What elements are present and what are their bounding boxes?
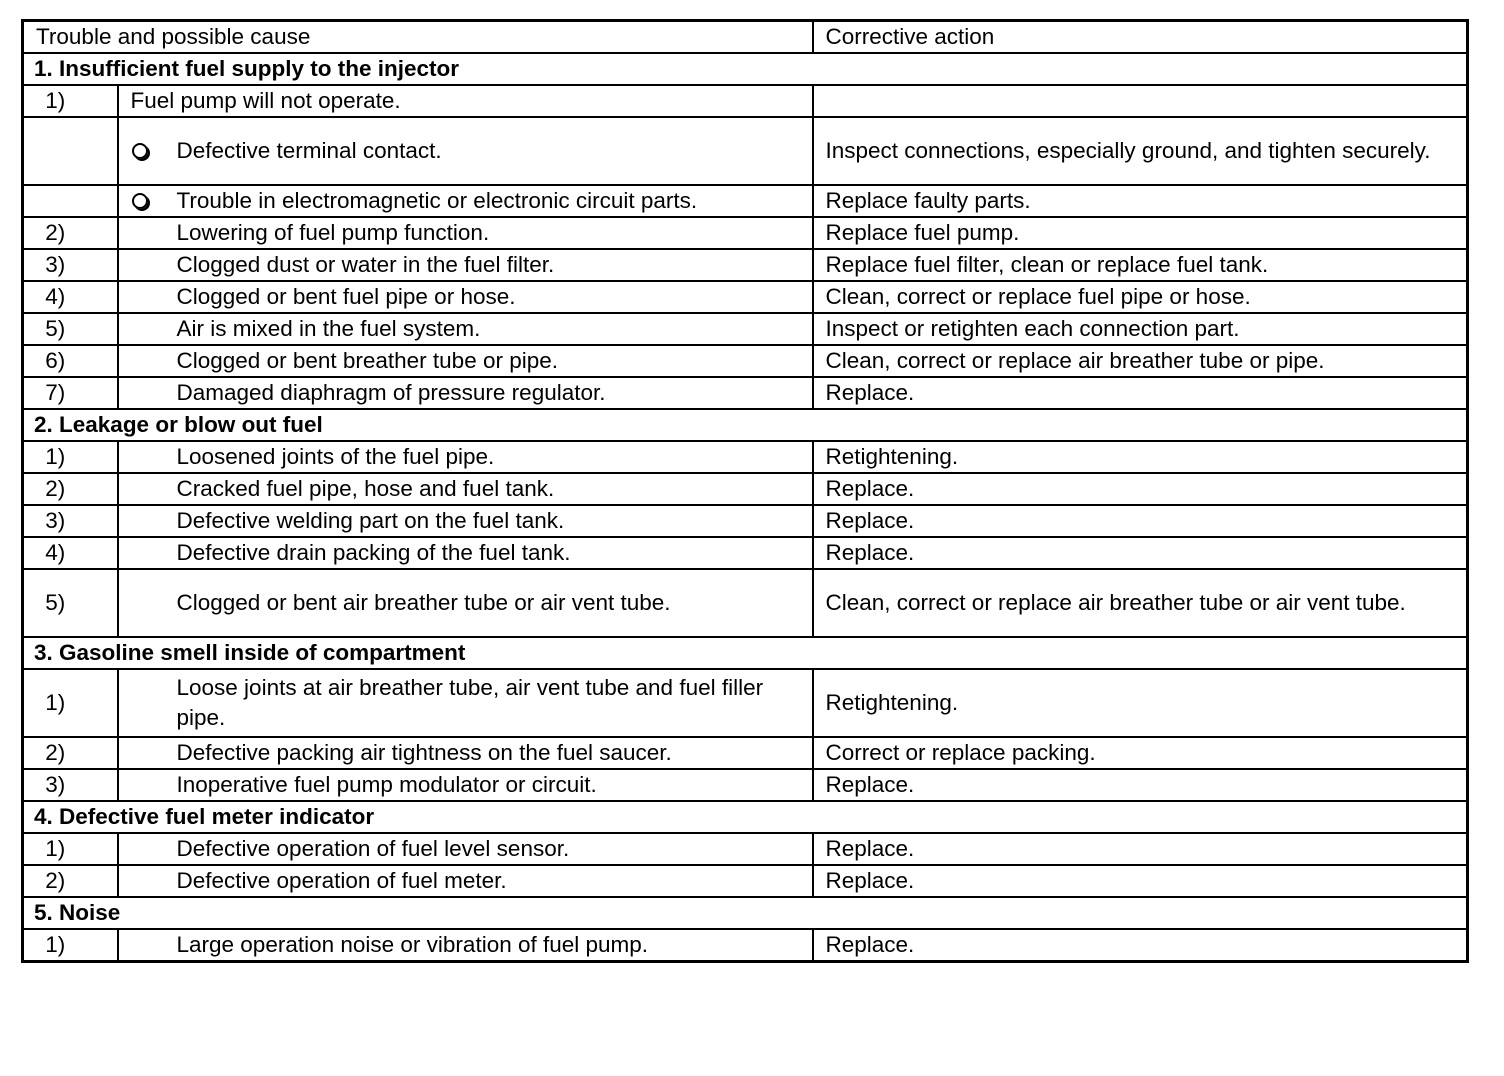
row-cause: Fuel pump will not operate. — [118, 85, 813, 117]
section-row — [23, 897, 1468, 929]
table-row — [23, 85, 1468, 117]
table-row — [23, 865, 1468, 897]
table-row — [23, 569, 1468, 637]
row-cause: Defective drain packing of the fuel tank. — [118, 537, 813, 569]
row-action — [813, 85, 1468, 117]
troubleshooting-table — [21, 19, 1469, 963]
table-row — [23, 505, 1468, 537]
row-action: Clean, correct or replace air breather tube or pipe. — [813, 345, 1468, 377]
row-number — [23, 117, 118, 185]
header-action: Corrective action — [813, 21, 1468, 54]
row-cause: Defective operation of fuel meter. — [118, 865, 813, 897]
table-row — [23, 217, 1468, 249]
row-number: 4) — [23, 281, 118, 313]
table-row — [23, 281, 1468, 313]
row-cause-cell — [118, 185, 813, 217]
row-cause: Defective operation of fuel level sensor. — [118, 833, 813, 865]
section-title: 5. Noise — [23, 897, 1468, 929]
table-row — [23, 537, 1468, 569]
section-title: 4. Defective fuel meter indicator — [23, 801, 1468, 833]
table-row — [23, 345, 1468, 377]
row-cause: Clogged or bent air breather tube or air vent tube. — [118, 569, 813, 637]
row-action: Replace fuel pump. — [813, 217, 1468, 249]
row-number: 1) — [23, 85, 118, 117]
section-title: 2. Leakage or blow out fuel — [23, 409, 1468, 441]
table-row — [23, 769, 1468, 801]
row-action: Correct or replace packing. — [813, 737, 1468, 769]
row-number: 2) — [23, 473, 118, 505]
table-row — [23, 117, 1468, 185]
row-action: Retightening. — [813, 441, 1468, 473]
row-cause: Clogged dust or water in the fuel filter. — [118, 249, 813, 281]
section-title: 1. Insufficient fuel supply to the injector — [23, 53, 1468, 85]
row-cause: Defective welding part on the fuel tank. — [118, 505, 813, 537]
row-action: Replace. — [813, 473, 1468, 505]
row-cause: Damaged diaphragm of pressure regulator. — [118, 377, 813, 409]
table-header-row — [23, 21, 1468, 54]
row-number: 3) — [23, 249, 118, 281]
table-row — [23, 737, 1468, 769]
row-action: Clean, correct or replace fuel pipe or hose. — [813, 281, 1468, 313]
table-row — [23, 929, 1468, 962]
table-row — [23, 833, 1468, 865]
row-cause: Large operation noise or vibration of fuel pump. — [118, 929, 813, 962]
row-number: 2) — [23, 865, 118, 897]
row-cause: Trouble in electromagnetic or electronic circuit parts. — [176, 188, 698, 213]
row-action: Replace. — [813, 833, 1468, 865]
table-row — [23, 249, 1468, 281]
row-number: 6) — [23, 345, 118, 377]
section-row — [23, 801, 1468, 833]
table-row — [23, 473, 1468, 505]
row-action: Replace. — [813, 929, 1468, 962]
row-action: Retightening. — [813, 669, 1468, 737]
table-row — [23, 185, 1468, 217]
section-row — [23, 637, 1468, 669]
row-cause: Clogged or bent fuel pipe or hose. — [118, 281, 813, 313]
table-row — [23, 669, 1468, 737]
section-row — [23, 409, 1468, 441]
row-number: 3) — [23, 769, 118, 801]
row-cause: Loosened joints of the fuel pipe. — [118, 441, 813, 473]
row-cause: Lowering of fuel pump function. — [118, 217, 813, 249]
table-row — [23, 313, 1468, 345]
table-row — [23, 377, 1468, 409]
circle-bullet-icon — [131, 142, 149, 160]
header-cause: Trouble and possible cause — [23, 21, 813, 54]
row-number: 2) — [23, 737, 118, 769]
row-action: Replace. — [813, 769, 1468, 801]
circle-bullet-icon — [131, 192, 149, 210]
row-cause: Defective terminal contact. — [176, 138, 442, 163]
row-action: Clean, correct or replace air breather tube or air vent tube. — [813, 569, 1468, 637]
row-cause: Loose joints at air breather tube, air vent tube and fuel filler pipe. — [118, 669, 813, 737]
row-action: Replace fuel filter, clean or replace fuel tank. — [813, 249, 1468, 281]
section-row — [23, 53, 1468, 85]
row-action: Inspect connections, especially ground, and tighten securely. — [813, 117, 1468, 185]
row-number: 1) — [23, 441, 118, 473]
row-cause: Inoperative fuel pump modulator or circuit. — [118, 769, 813, 801]
table-row — [23, 441, 1468, 473]
section-title: 3. Gasoline smell inside of compartment — [23, 637, 1468, 669]
row-number: 2) — [23, 217, 118, 249]
row-action: Replace. — [813, 377, 1468, 409]
row-number: 5) — [23, 569, 118, 637]
row-action: Replace. — [813, 505, 1468, 537]
row-action: Replace. — [813, 537, 1468, 569]
row-number: 1) — [23, 833, 118, 865]
row-number: 3) — [23, 505, 118, 537]
row-action: Inspect or retighten each connection part. — [813, 313, 1468, 345]
row-number: 4) — [23, 537, 118, 569]
row-number: 7) — [23, 377, 118, 409]
row-cause-cell — [118, 117, 813, 185]
row-number: 1) — [23, 669, 118, 737]
row-number: 5) — [23, 313, 118, 345]
row-action: Replace. — [813, 865, 1468, 897]
row-action: Replace faulty parts. — [813, 185, 1468, 217]
row-cause: Clogged or bent breather tube or pipe. — [118, 345, 813, 377]
row-cause: Air is mixed in the fuel system. — [118, 313, 813, 345]
row-number — [23, 185, 118, 217]
row-number: 1) — [23, 929, 118, 962]
row-cause: Defective packing air tightness on the fuel saucer. — [118, 737, 813, 769]
row-cause: Cracked fuel pipe, hose and fuel tank. — [118, 473, 813, 505]
